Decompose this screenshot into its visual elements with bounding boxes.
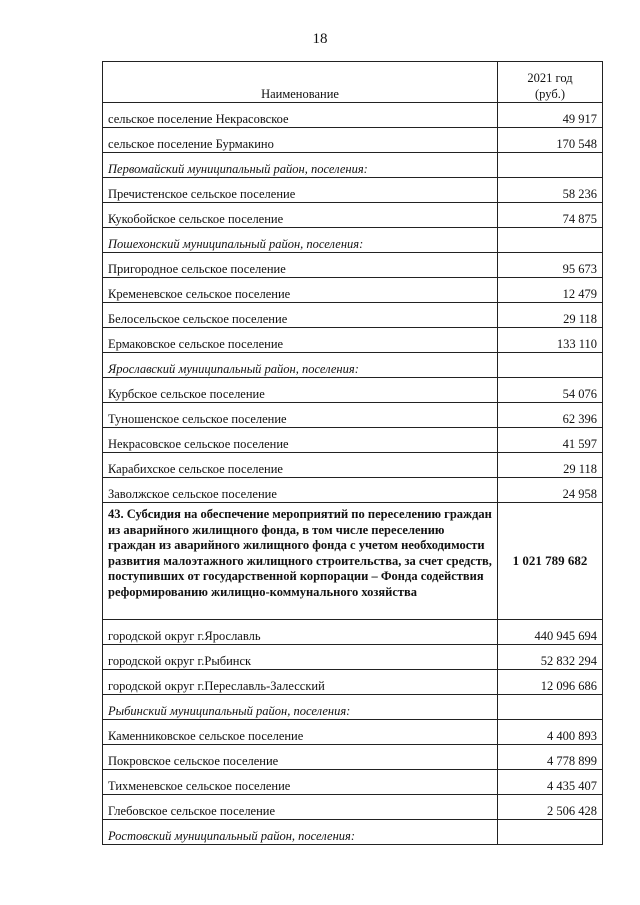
table-row: [103, 403, 603, 428]
section-title: Ярославский муниципальный район, поселения:: [103, 353, 498, 378]
row-value: 4 400 893: [498, 720, 603, 745]
header-value-unit: (руб.): [535, 87, 565, 101]
row-value: [498, 153, 603, 178]
row-name: Пригородное сельское поселение: [103, 253, 498, 278]
budget-table: [102, 61, 603, 845]
row-name: Кременевское сельское поселение: [103, 278, 498, 303]
table-row: [103, 128, 603, 153]
section-row: [103, 153, 603, 178]
row-value: 29 118: [498, 303, 603, 328]
table-row: [103, 795, 603, 820]
row-name: Кукобойское сельское поселение: [103, 203, 498, 228]
row-value: 12 479: [498, 278, 603, 303]
row-value: 4 778 899: [498, 745, 603, 770]
header-value: [498, 62, 603, 103]
table-row: [103, 720, 603, 745]
row-value: 24 958: [498, 478, 603, 503]
row-name: Ермаковское сельское поселение: [103, 328, 498, 353]
table-row: [103, 770, 603, 795]
row-name: Некрасовское сельское поселение: [103, 428, 498, 453]
section-row: [103, 695, 603, 720]
row-value: 74 875: [498, 203, 603, 228]
section-title: Пошехонский муниципальный район, поселения:: [103, 228, 498, 253]
table-row: [103, 453, 603, 478]
table-row: [103, 670, 603, 695]
table-row: [103, 253, 603, 278]
table-row: [103, 303, 603, 328]
row-name: городской округ г.Ярославль: [103, 620, 498, 645]
row-name: Заволжское сельское поселение: [103, 478, 498, 503]
section-row: [103, 353, 603, 378]
table-row: [103, 278, 603, 303]
row-name: Туношенское сельское поселение: [103, 403, 498, 428]
table-row: [103, 103, 603, 128]
row-value: 49 917: [498, 103, 603, 128]
row-name: сельское поселение Некрасовское: [103, 103, 498, 128]
table-header-row: [103, 62, 603, 103]
subsidy-row: [103, 503, 603, 620]
row-value: 170 548: [498, 128, 603, 153]
row-value: [498, 820, 603, 845]
section-row: [103, 228, 603, 253]
row-value: 133 110: [498, 328, 603, 353]
row-name: Курбское сельское поселение: [103, 378, 498, 403]
row-value: 1 021 789 682: [498, 503, 603, 620]
row-name: Карабихское сельское поселение: [103, 453, 498, 478]
row-value: [498, 695, 603, 720]
row-name: Покровское сельское поселение: [103, 745, 498, 770]
table-row: [103, 428, 603, 453]
row-value: [498, 228, 603, 253]
row-value: 41 597: [498, 428, 603, 453]
row-name: Тихменевское сельское поселение: [103, 770, 498, 795]
row-name: 43. Субсидия на обеспечение мероприятий по переселению граждан из аварийного жилищного фонда, в том числе переселению граждан из аварийного жилищного фонда с учетом необходимости развития малоэтажного жилищного строительства, за счет средств, поступивших от государственной корпорации – Фонда содействия реформированию жилищно-коммунального хозяйства: [103, 503, 498, 620]
table-row: [103, 328, 603, 353]
row-value: 52 832 294: [498, 645, 603, 670]
row-value: 58 236: [498, 178, 603, 203]
table-row: [103, 745, 603, 770]
section-title: Рыбинский муниципальный район, поселения:: [103, 695, 498, 720]
row-value: 12 096 686: [498, 670, 603, 695]
header-name: Наименование: [103, 62, 498, 103]
table-row: [103, 478, 603, 503]
row-name: сельское поселение Бурмакино: [103, 128, 498, 153]
row-name: Каменниковское сельское поселение: [103, 720, 498, 745]
row-name: Пречистенское сельское поселение: [103, 178, 498, 203]
table-body: [103, 103, 603, 845]
section-title: Первомайский муниципальный район, поселения:: [103, 153, 498, 178]
row-value: [498, 353, 603, 378]
section-row: [103, 820, 603, 845]
table-row: [103, 645, 603, 670]
table-row: [103, 378, 603, 403]
row-value: 440 945 694: [498, 620, 603, 645]
table-row: [103, 203, 603, 228]
row-name: городской округ г.Рыбинск: [103, 645, 498, 670]
row-value: 29 118: [498, 453, 603, 478]
row-name: городской округ г.Переславль-Залесский: [103, 670, 498, 695]
row-name: Глебовское сельское поселение: [103, 795, 498, 820]
section-title: Ростовский муниципальный район, поселения:: [103, 820, 498, 845]
table-row: [103, 620, 603, 645]
row-value: 2 506 428: [498, 795, 603, 820]
row-name: Белосельское сельское поселение: [103, 303, 498, 328]
row-value: 95 673: [498, 253, 603, 278]
row-value: 4 435 407: [498, 770, 603, 795]
row-value: 62 396: [498, 403, 603, 428]
header-value-year: 2021 год: [527, 71, 573, 85]
page-number: 18: [312, 31, 328, 47]
table-row: [103, 178, 603, 203]
row-value: 54 076: [498, 378, 603, 403]
